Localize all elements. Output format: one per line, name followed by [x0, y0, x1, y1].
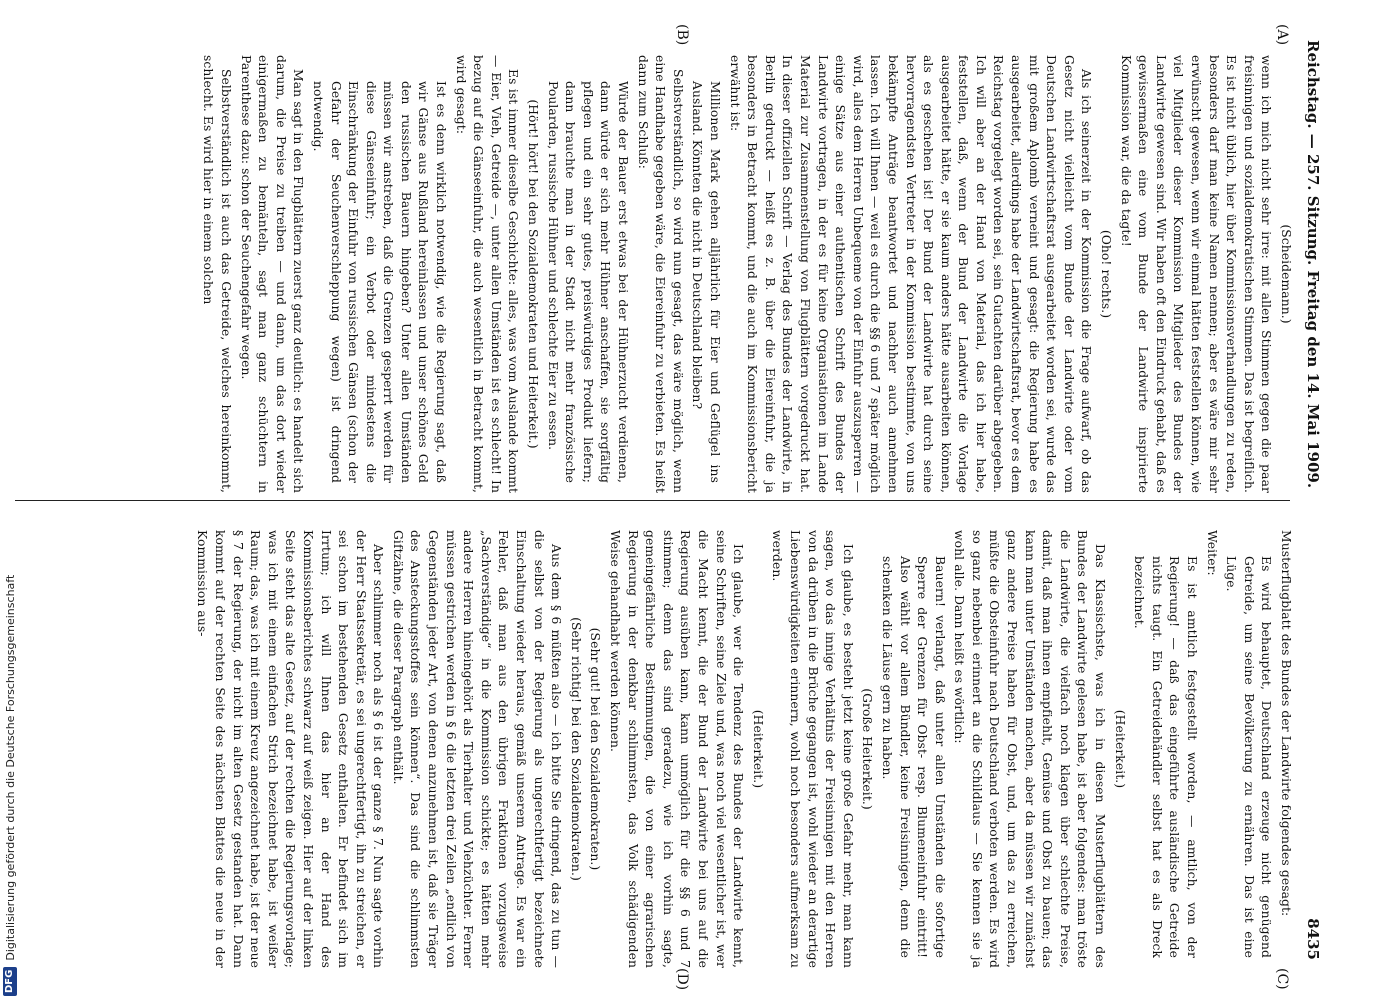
digitization-credit	[0, 0, 20, 1000]
quotation: Es wird behauptet, Deutschland erzeuge nicht genügend Getreide, um seine Bevölkerung zu ernähren. Das ist eine Lüge.	[1224, 556, 1274, 958]
paragraph: Es ist immer dieselbe Geschichte: alles, was vom Auslande kommt — Eier, Vieh, Getreide —, unter allen Umständen ist es schlecht! In bezug auf die Gänseeinfuhr, die auch wesentlich in Betracht kommt, wird gesagt:	[453, 55, 521, 493]
paragraph: Aber schlimmer noch als § 6 ist der ganze § 7. Nun sagte vorhin der Herr Staatssekretär, es sei ungerechtfertigt, ihn zu streichen, er sei schon im bestehenden Gesetz enthalten. Er befindet sich im Irrtum; ich will Ihnen das hier an der Hand des Kommissionsberichtes schwarz auf weiß zeigen. Hier auf der linken Seite steht das alte Gesetz, auf der rechten die Regierungsvorlage; was ich mit einem einfachen Strich bezeichnet habe, ist weißer Raum; das, was ich mit einem Kreuz angezeichnet habe, ist der neue § 7 der Regierung, der nicht im alten Gesetz gestanden hat. Dann kommt auf der rechten Seite des nächsten Blattes die neue in der Kommission aus-	[195, 530, 386, 968]
column-divider	[15, 500, 1290, 501]
quotation: Es ist amtlich festgestellt worden, — amtlich, von der Regierung! — daß das eingeführte ausländische Getreide nichts taugt. Ein Getreidehändler selbst hat es als Dreck bezeichnet.	[1132, 556, 1200, 958]
left-column	[197, 55, 1294, 493]
margin-letter-b: (B)	[674, 24, 690, 46]
interjection: (Hört! hört! bei den Sozialdemokraten und Heiterkeit.)	[526, 99, 541, 449]
right-column	[191, 530, 1294, 968]
paragraph: Ich glaube, es besteht jetzt keine große Gefahr mehr, man kann sagen, wo das innige Verhältnis der Freisinnigen mit den Herren von da drüben in die Brüche gegangen ist, wohl wieder an derartige Liebenswürdigkeiten erinnern, wohl noch besonders aufmerksam zu werden.	[770, 530, 855, 968]
paragraph: Selbstverständlich, so wird nun gesagt, das wäre möglich, wenn eine Handhabe gegeben wäre, die Eiereinfuhr zu verbieten. Es heißt dann zum Schluß:	[635, 55, 685, 493]
paragraph: Musterflugblatt des Bundes der Landwirte folgendes gesagt:	[1279, 530, 1293, 917]
quotation: Ist es denn wirklich notwendig, wie die Regierung sagt, daß wir Gänse aus Rußland hereinlassen und unser schönes Geld den russischen Bauern hingeben? Unter allen Umständen müssen wir anstreben, daß die Grenzen gesperrt werden für diese Gänseeinfuhr; ein Verbot oder mindestens die Einschränkung der Einfuhr von russischen Gänsen (schon der Gefahr der Seuchenverschleppung wegen) ist dringend notwendig.	[310, 81, 449, 483]
margin-letter-c: (C)	[1274, 968, 1290, 990]
paragraph: Selbstverständlich ist auch das Getreide, welches hereinkommt, schlecht. Es wird hier in einem solchen	[201, 55, 233, 493]
interjection: (Heiterkeit.)	[1112, 709, 1127, 789]
quotation: Millionen Mark gehen alljährlich für Eier und Geflügel ins Ausland. Könnten die nicht in Deutschland bleiben?	[690, 81, 722, 483]
interjection: (Große Heiterkeit.)	[860, 688, 875, 810]
interjection: (Heiterkeit.)	[750, 709, 765, 789]
paragraph: Man sagt in den Flugblättern zuerst ganz deutlich: es handelt sich darum, die Preise zu treiben — und dann, um das dort wieder einigermaßen zu bemänteln, sagt man ganz schüchtern in Parenthese dazu: schon der Seuchengefahr wegen.	[238, 55, 306, 493]
margin-letter-a: (A)	[1274, 24, 1290, 46]
interjection: (Sehr gut! bei den Sozialdemokraten.)	[588, 627, 603, 871]
digitization-credit-text: Digitalisierung gefördert durch die Deutsche Forschungsgemeinschaft	[3, 574, 17, 961]
quotation: Bauern! verlangt, daß unter allen Umständen die sofortige Sperre der Grenzen für Obst- resp. Blumeneinfuhr eintritt! Also wählt vor allem Bündler, keine Freisinnigen, denn die schenken die Läuse gern zu haben.	[879, 556, 947, 958]
dfg-logo: DFG	[3, 967, 17, 996]
paragraph: Weiter:	[1204, 530, 1219, 576]
quotation: Würde der Bauer erst etwas bei der Hühnerzucht verdienen, dann würde er sich mehr Hühner anschaffen, sie sorgfältig pflegen und ein sehr gutes, preiswürdiges Produkt liefern; dann brauchte man in der Stadt nicht mehr französische Poularden, russische Hühner und schlechte Eier zu essen.	[545, 81, 631, 483]
margin-letter-d: (D)	[674, 968, 690, 991]
paragraph: Als ich seinerzeit in der Kommission die Frage aufwarf, ob das Gesetz nicht vielleicht vom Bunde der Landwirte oder vom Deutschen Landwirtschaftsrat ausgearbeitet worden sei, wurde das mit großem Aplomb verneint und gesagt: die Regierung habe es ausgearbeitet, allerdings habe der Landwirtschaftsrat, bevor es dem Reichstag vorgelegt worden sei, sein Gutachten darüber abgegeben. Ich will aber an der Hand von Material, das ich hier habe, feststellen, daß, wenn der Bund der Landwirte die Vorlage ausgearbeitet hätte, er sie kaum anders hätte ausarbeiten können, als es geschehen ist! Der Bund der Landwirte hat durch seine hervorragendsten Vertreter in der Kommission bestimmte, von uns bekämpfte Anträge beantwortet und nachher auch annehmen lassen. Ich will Ihnen — weil es durch die §§ 6 und 7 später möglich wird, alles dem Herren Unbequeme von der Einfuhr auszusperren — einige Sätze aus einer authentischen Schrift des Bundes der Landwirte vortragen, in der es für keine Organisationen im Lande Material zur Zusammenstellung von Flugblättern vorgedruckt hat. In dieser offiziellen Schrift — Verlag des Bundes der Landwirte, in Berlin gedruckt — heißt es z. B. über die Eiereinfuhr, die ja besonders in Betracht kommt, und die auch im Kommissionsbericht erwähnt ist:	[727, 55, 1094, 493]
interjection: (Oho! rechts.)	[1099, 229, 1114, 319]
page-header	[1296, 40, 1322, 960]
paragraph: Ich glaube, wer die Tendenz des Bundes der Landwirte kennt, seine Schriften, seine Ziele und, was noch viel wesentlicher ist, wer die Macht kennt, die der Bund der Landwirte bei uns auf die Regierung ausüben kann, kann unmöglich für die §§ 6 und 7 stimmen; denn das sind geradezu, wie ich vorhin sagte, gemeingefährliche Bestimmungen, die von einer agrarischen Regierung in der denkbar schlimmsten, das Volk schädigenden Weise gehandhabt werden können.	[608, 530, 746, 968]
paragraph: wenn ich mich nicht sehr irre: mit allen Stimmen gegen die paar freisinnigen und sozialdemokratischen Stimmen. Das ist begreiflich. Es ist nicht üblich, hier über Kommissionsverhandlungen zu reden, besonders darf man keine Namen nennen; aber es wäre mir sehr erwünscht gewesen, wenn wir einmal hätten feststellen können, wie viel Mitglieder dieser Kommission Mitglieder des Bundes der Landwirte gewesen sind. Wir haben oft den Eindruck gehabt, daß es gewissermaßen eine vom Bunde der Landwirte inspirierte Kommission war, die da tagte!	[1118, 55, 1274, 493]
speaker-name: (Scheidemann.)	[1279, 224, 1293, 324]
paragraph: Das Klassischste, was ich in diesen Musterflugblättern des Bundes der Landwirte gelesen habe, ist aber folgendes: man tröste die Landwirte, die vielfach noch klagen über schlechte Preise, damit, daß man ihnen empfiehlt, Gemüse und Obst zu bauen; das kann man unter Umständen machen, aber da müssen wir zunächst ganz andere Preise haben für Obst, und, um das zu erreichen, müßte die Obsteinfuhr nach Deutschland verboten werden. Es wird so ganz nebenbei erinnert an die Schildlaus — Sie kennen sie ja wohl alle. Dann heißt es wörtlich:	[952, 530, 1108, 968]
paragraph: Aus dem § 6 müßten also — ich bitte Sie dringend, das zu tun — die selbst von der Regierung als ungerechtfertigt bezeichnete Einschaltung wieder heraus, gemäß unserem Antrage. Es war ein Fehler, daß man aus den übrigen Fraktionen vorzugsweise „Sachverständige“ in die Kommission schickte; es hätten mehr andere Herren hineingehört als Tierhalter und Viehzüchter. Ferner müssen gestrichen werden in § 6 die letzten drei Zeilen „endlich von Gegenständen jeder Art, von denen anzunehmen ist, daß sie Träger des Ansteckungsstoffes sein können“. Das sind die schlimmsten Giftzähne, die dieser Paragraph enthält.	[390, 530, 564, 968]
interjection: (Sehr richtig! bei den Sozialdemokraten.)	[568, 617, 583, 881]
running-head: Reichstag. — 257. Sitzung. Freitag den 14. Mai 1909.	[1304, 40, 1322, 489]
page-number: 8435	[1304, 918, 1322, 960]
